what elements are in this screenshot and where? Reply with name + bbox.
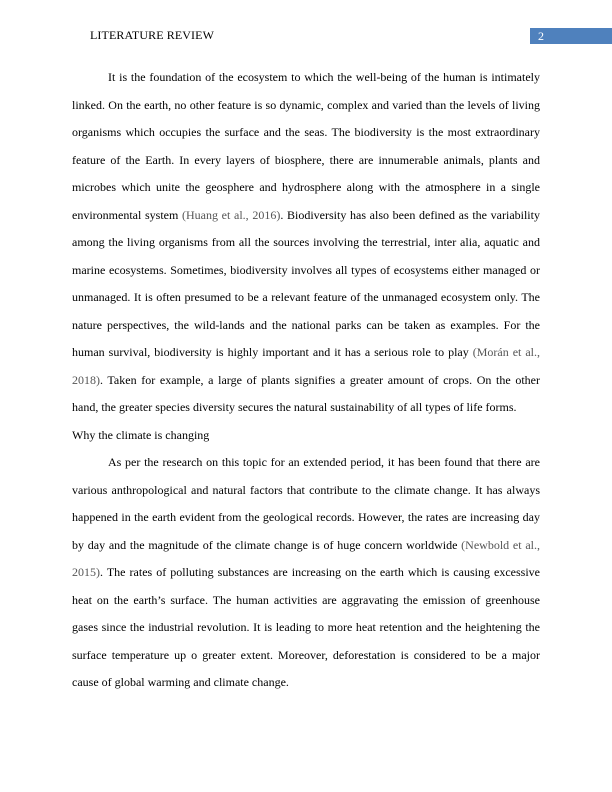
paragraph-text: It is the foundation of the ecosystem to which the well-being of the human is intimately linked. On the earth, no other feature is so dynamic, complex and varied than the levels of living organisms which occupies the surface and the seas. The biodiversity is the most extraordinary feature of the Earth. In every layers of biosphere, there are innumerable animals, plants and microbes which unite the geosphere and hydrosphere along with the atmosphere in a single environmental system [72, 70, 540, 222]
section-heading: Why the climate is changing [72, 427, 210, 442]
page-number-bar [530, 28, 612, 44]
citation-huang: (Huang et al., 2016) [182, 207, 281, 222]
citation-moran: (Morán et al., 2018) [72, 345, 540, 387]
paragraph-text: . The rates of polluting substances are increasing on the earth which is causing excessive heat on the earth’s surface. The human activities are aggravating the emission of greenhouse gases since the industrial revolution. It is leading to more heat retention and the heightening the surface temperature up o greater extent. Moreover, deforestation is considered to be a major cause of global warming and climate change. [72, 565, 540, 689]
paragraph-climate [72, 449, 540, 697]
document-body [72, 64, 540, 697]
citation-newbold: (Newbold et al., 2015) [72, 537, 540, 579]
paragraph-text: . Biodiversity has also been defined as the variability among the living organisms from all the sources involving the terrestrial, inter alia, aquatic and marine ecosystems. Sometimes, biodiversity involves all types of ecosystems either managed or unmanaged. It is often presumed to be a relevant feature of the unmanaged ecosystem only. The nature perspectives, the wild-lands and the national parks can be taken as examples. For the human survival, biodiversity is highly important and it has a serious role to play [72, 207, 540, 359]
paragraph-biodiversity [72, 64, 540, 422]
paragraph-text: As per the research on this topic for an extended period, it has been found that there are various anthropological and natural factors that contribute to the climate change. It has always happened in the earth evident from the geological records. However, the rates are increasing day by day and the magnitude of the climate change is of huge concern worldwide [72, 455, 540, 552]
page-number: 2 [538, 29, 544, 43]
paragraph-text: . Taken for example, a large of plants signifies a greater amount of crops. On the other hand, the greater species diversity secures the natural sustainability of all types of life forms. [72, 372, 540, 414]
running-head: LITERATURE REVIEW [90, 28, 215, 42]
